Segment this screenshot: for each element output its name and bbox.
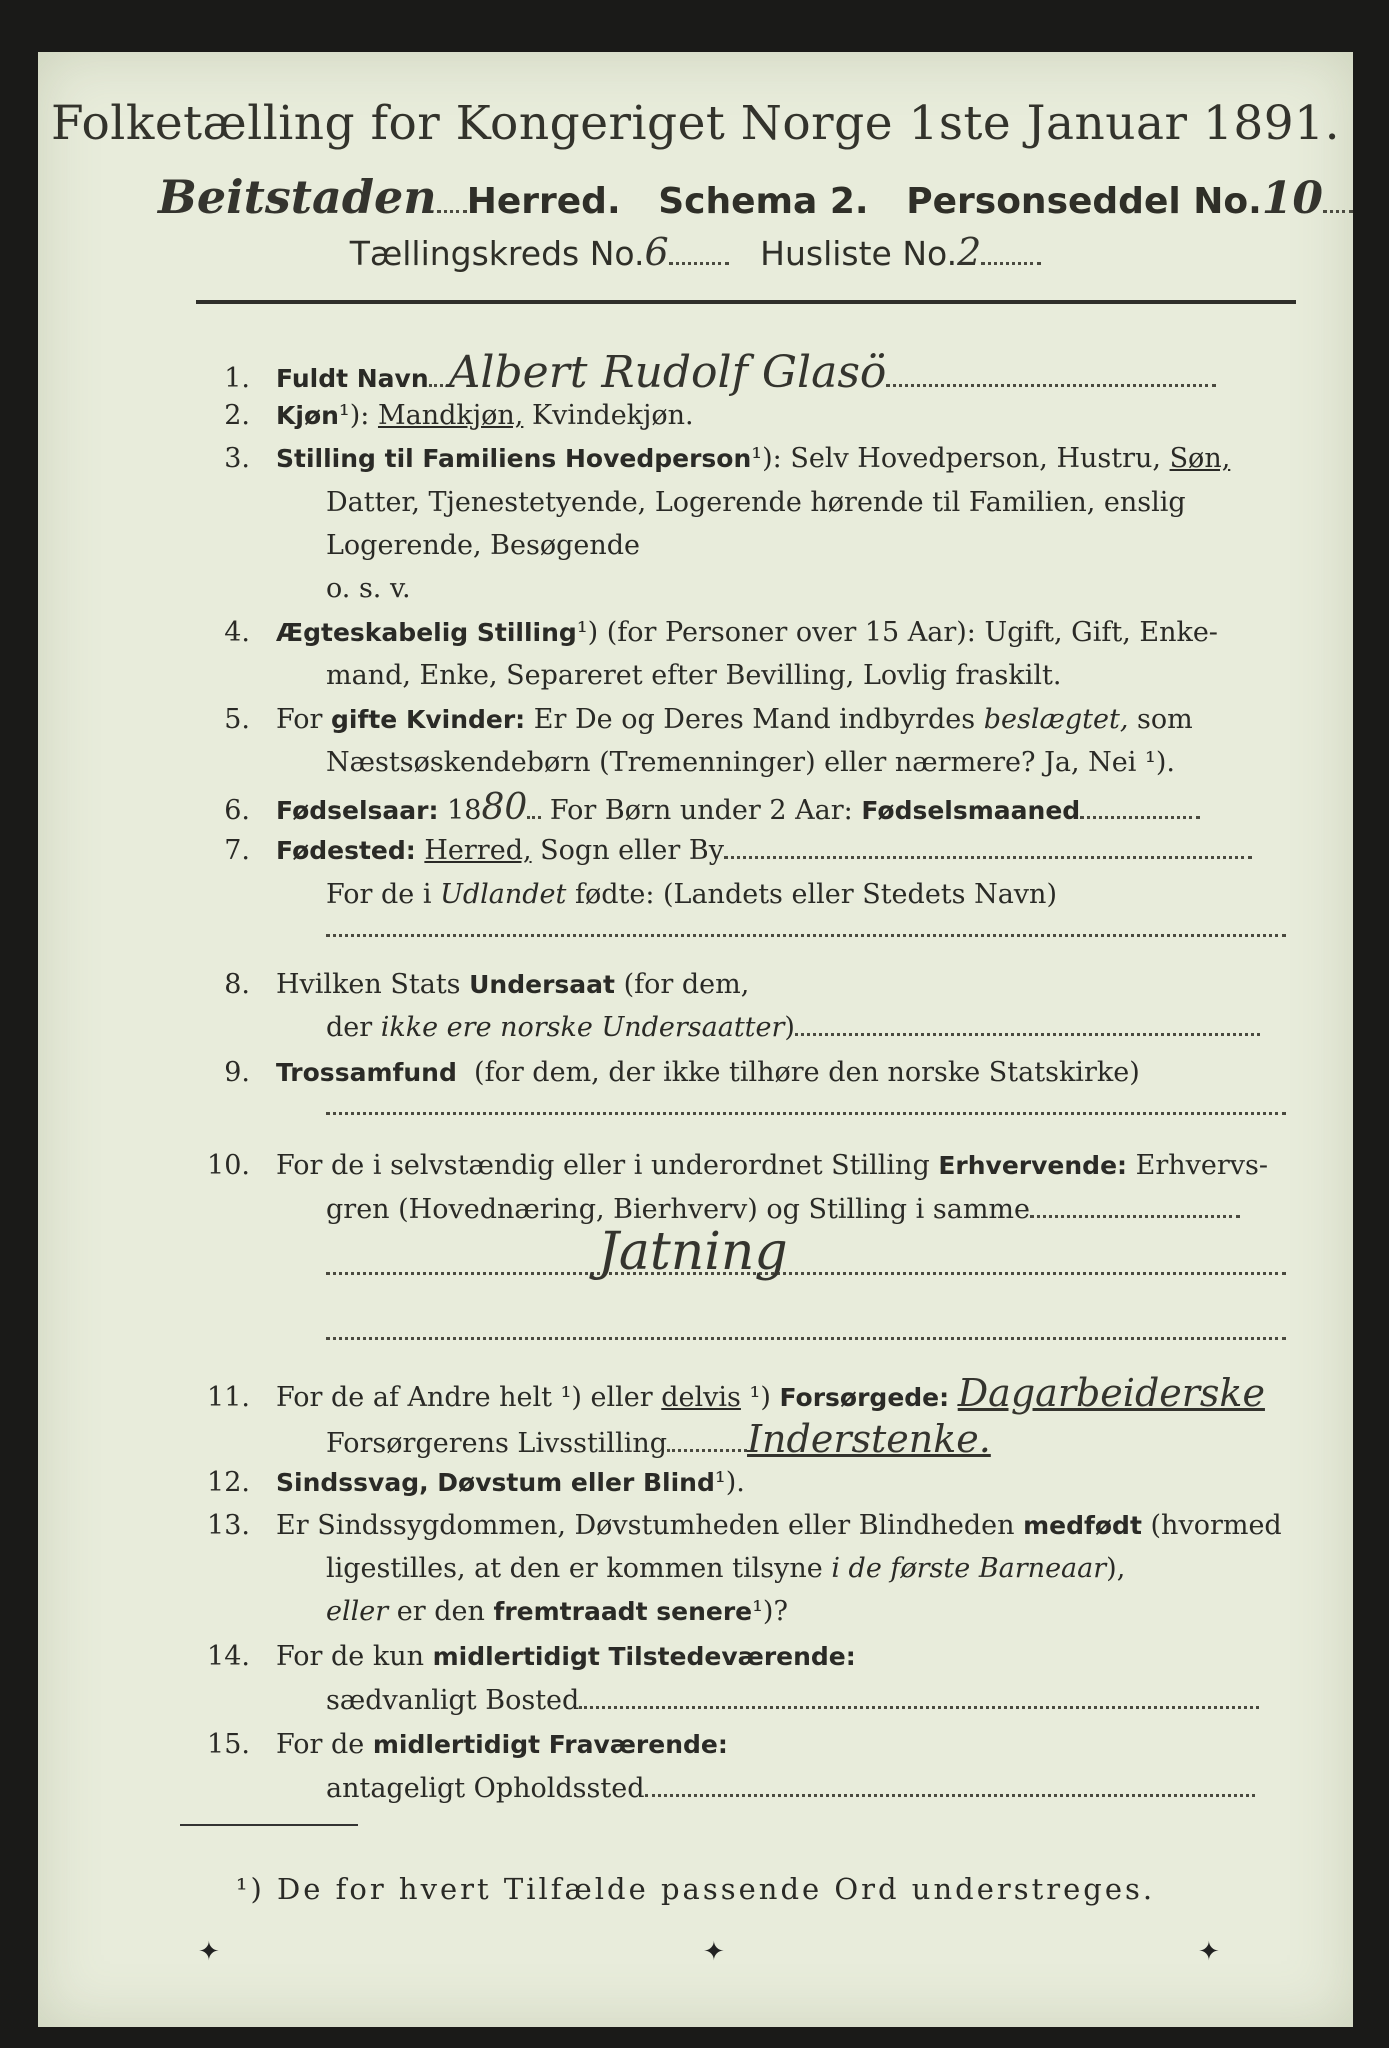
item-15: 15. For de midlertidigt Fraværende: [207,1729,728,1760]
item-11-line-2: Forsørgerens Livsstilling Inderstenke. [326,1417,991,1461]
item-1: 1. Fuldt Navn Albert Rudolf Glasö [188,352,1308,400]
kreds-line [38,230,1353,274]
census-form [38,52,1353,2027]
married-women-label: gifte Kvinder: [331,705,526,734]
item-13-line-2: ligestilles, at den er kommen tilsyne i de første Barneaar), [326,1553,1126,1584]
supported-answer: Dagarbeiderske [957,1371,1265,1415]
item-9-blank-line [326,1112,1286,1115]
item-7-line-2: For de i Udlandet fødte: (Landets eller Stedets Navn) [326,879,1057,910]
item-15-line-2: antageligt Opholdssted [326,1768,1306,1810]
footnote: ¹) De for hvert Tilfælde passende Ord understreges. [235,1872,1156,1906]
kreds-label: Tællingskreds No. [349,234,645,273]
item-14: 14. For de kun midlertidigt Tilstedeværende: [207,1641,856,1672]
occupation-label: Erhvervende: [938,1151,1128,1180]
sex-label: Kjøn [276,401,339,430]
husliste-number: 2 [957,230,982,274]
disability-label: Sindssvag, Døvstum eller Blind [276,1468,715,1497]
item-6: 6. Fødselsaar: 1880 For Børn under 2 Aar: Fødselsmaaned [188,787,1308,832]
item-4: 4. Ægteskabelig Stilling¹) (for Personer over 15 Aar): Ugift, Gift, Enke- [224,617,1218,648]
form-header-line [158,170,1324,224]
corner-mark-icon: ✦ [1198,1937,1220,1967]
item-5-line-2: Næstsøskendebørn (Tremenninger) eller nærmere? Ja, Nei ¹). [326,747,1175,778]
herred-name: Beitstaden [158,170,437,224]
sex-option-male: Mandkjøn, [377,400,524,431]
item-12: 12. Sindssvag, Døvstum eller Blind¹). [207,1467,745,1498]
item-14-line-2: sædvanligt Bosted [326,1680,1306,1722]
sex-option-female: Kvindekjøn. [531,400,694,431]
item-3: 3. Stilling til Familiens Hovedperson¹): Selv Hovedperson, Hustru, Søn, [224,443,1231,474]
item-11: 11. For de af Andre helt ¹) eller delvis ¹) Forsørgede: Dagarbeiderske [207,1371,1265,1415]
full-name-label: Fuldt Navn [276,364,429,393]
religion-label: Trossamfund [276,1058,457,1087]
supported-label: Forsørgede: [779,1383,950,1412]
item-7: 7. Fødested: Herred, Sogn eller By [188,830,1308,872]
item-8-line-2: der ikke ere norske Undersaatter) [326,1007,1306,1049]
supported-partly: delvis [661,1382,741,1413]
provider-occupation-answer: Inderstenke. [747,1417,991,1461]
marital-status-label: Ægteskabelig Stilling [276,618,577,647]
item-8: 8. Hvilken Stats Undersaat (for dem, [224,969,750,1000]
footnote-divider [180,1824,358,1826]
item-4-line-2: mand, Enke, Separeret efter Bevilling, Lovlig fraskilt. [326,660,1062,691]
item-2: 2. Kjøn¹): Mandkjøn, Kvindekjøn. [224,400,694,431]
item-3-line-4: o. s. v. [326,573,411,604]
item-7-blank-line [326,934,1286,937]
item-3-line-2: Datter, Tjenestetyende, Logerende hørende til Familien, enslig [326,487,1186,518]
item-13: 13. Er Sindssygdommen, Døvstumheden eller Blindheden medfødt (hvormed [207,1510,1282,1541]
item-9: 9. Trossamfund (for dem, der ikke tilhøre den norske Statskirke) [224,1057,1140,1088]
family-position-label: Stilling til Familiens Hovedperson [276,444,752,473]
birthplace-label: Fødested: [276,836,416,865]
kreds-number: 6 [644,230,669,274]
item-5: 5. For gifte Kvinder: Er De og Deres Mand indbyrdes beslægtet, som [224,704,1193,735]
birthplace-herred: Herred, [424,835,532,866]
full-name-answer: Albert Rudolf Glasö [448,347,887,398]
personseddel-number: 10 [1261,173,1324,224]
corner-mark-icon: ✦ [703,1937,725,1967]
header-divider [196,300,1296,304]
personseddel-label: Personseddel No. [906,181,1262,222]
birth-month-label: Fødselsmaaned [861,796,1081,825]
temporary-absent-label: midlertidigt Fraværende: [372,1730,728,1759]
citizenship-label: Undersaat [469,970,615,999]
birth-year-label: Fødselsaar: [276,796,439,825]
item-13-line-3: eller er den fremtraadt senere¹)? [326,1596,788,1627]
schema-label: Schema 2. [658,181,869,222]
congenital-label: medfødt [1023,1511,1142,1540]
temporary-present-label: midlertidigt Tilstedeværende: [432,1642,856,1671]
item-10-line-2: gren (Hovednæring, Bierhverv) og Stilling i samme [326,1189,1306,1231]
birth-year-answer: 80 [481,787,528,828]
occupation-answer: Jatning [598,1222,788,1282]
form-title: Folketælling for Kongeriget Norge 1ste Januar 1891. [50,96,1341,151]
husliste-label: Husliste No. [760,234,958,273]
item-10: 10. For de i selvstændig eller i underordnet Stilling Erhvervende: Erhvervs- [207,1150,1269,1181]
family-position-son: Søn, [1169,443,1231,474]
herred-label: Herred. [466,181,621,222]
corner-mark-icon: ✦ [198,1937,220,1967]
item-3-line-3: Logerende, Besøgende [326,530,640,561]
